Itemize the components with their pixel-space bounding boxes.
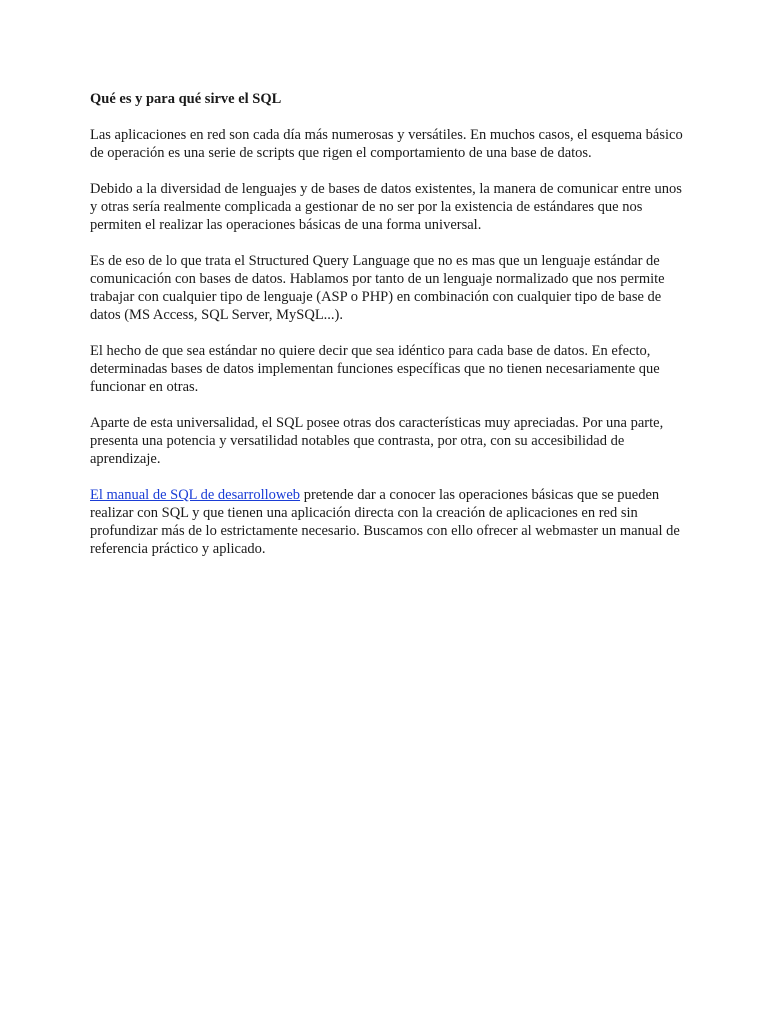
paragraph-4: El hecho de que sea estándar no quiere decir que sea idéntico para cada base de datos. En efecto, determinadas bases de datos implementan funciones específicas que no tienen necesariamente que funcionar en otras.	[90, 343, 660, 395]
paragraph-2: Debido a la diversidad de lenguajes y de bases de datos existentes, la manera de comunicar entre unos y otras sería realmente complicada a gestionar de no ser por la existencia de estándares que nos permiten el realizar las operaciones básicas de una forma universal.	[90, 181, 682, 233]
document-page	[90, 90, 690, 576]
paragraph-1: Las aplicaciones en red son cada día más numerosas y versátiles. En muchos casos, el esquema básico de operación es una serie de scripts que rigen el comportamiento de una base de datos.	[90, 127, 683, 161]
manual-link[interactable]: El manual de SQL de desarrolloweb	[90, 487, 301, 503]
document-title: Qué es y para qué sirve el SQL	[90, 91, 282, 107]
paragraph-5: Aparte de esta universalidad, el SQL posee otras dos características muy apreciadas. Por una parte, presenta una potencia y versatilidad notables que contrasta, por otra, con su accesibilidad de aprendizaje.	[90, 415, 664, 467]
paragraph-6	[90, 486, 690, 558]
paragraph-6-text: pretende dar a conocer las operaciones básicas que se pueden realizar con SQL y que tienen una aplicación directa con la creación de aplicaciones en red sin profundizar más de lo estrictamente necesario. Buscamos con ello ofrecer al webmaster un manual de referencia práctico y aplicado.	[90, 487, 680, 557]
paragraph-3: Es de eso de lo que trata el Structured Query Language que no es mas que un lenguaje estándar de comunicación con bases de datos. Hablamos por tanto de un lenguaje normalizado que nos permite trabajar con cualquier tipo de lenguaje (ASP o PHP) en combinación con cualquier tipo de base de datos (MS Access, SQL Server, MySQL...).	[90, 253, 665, 323]
